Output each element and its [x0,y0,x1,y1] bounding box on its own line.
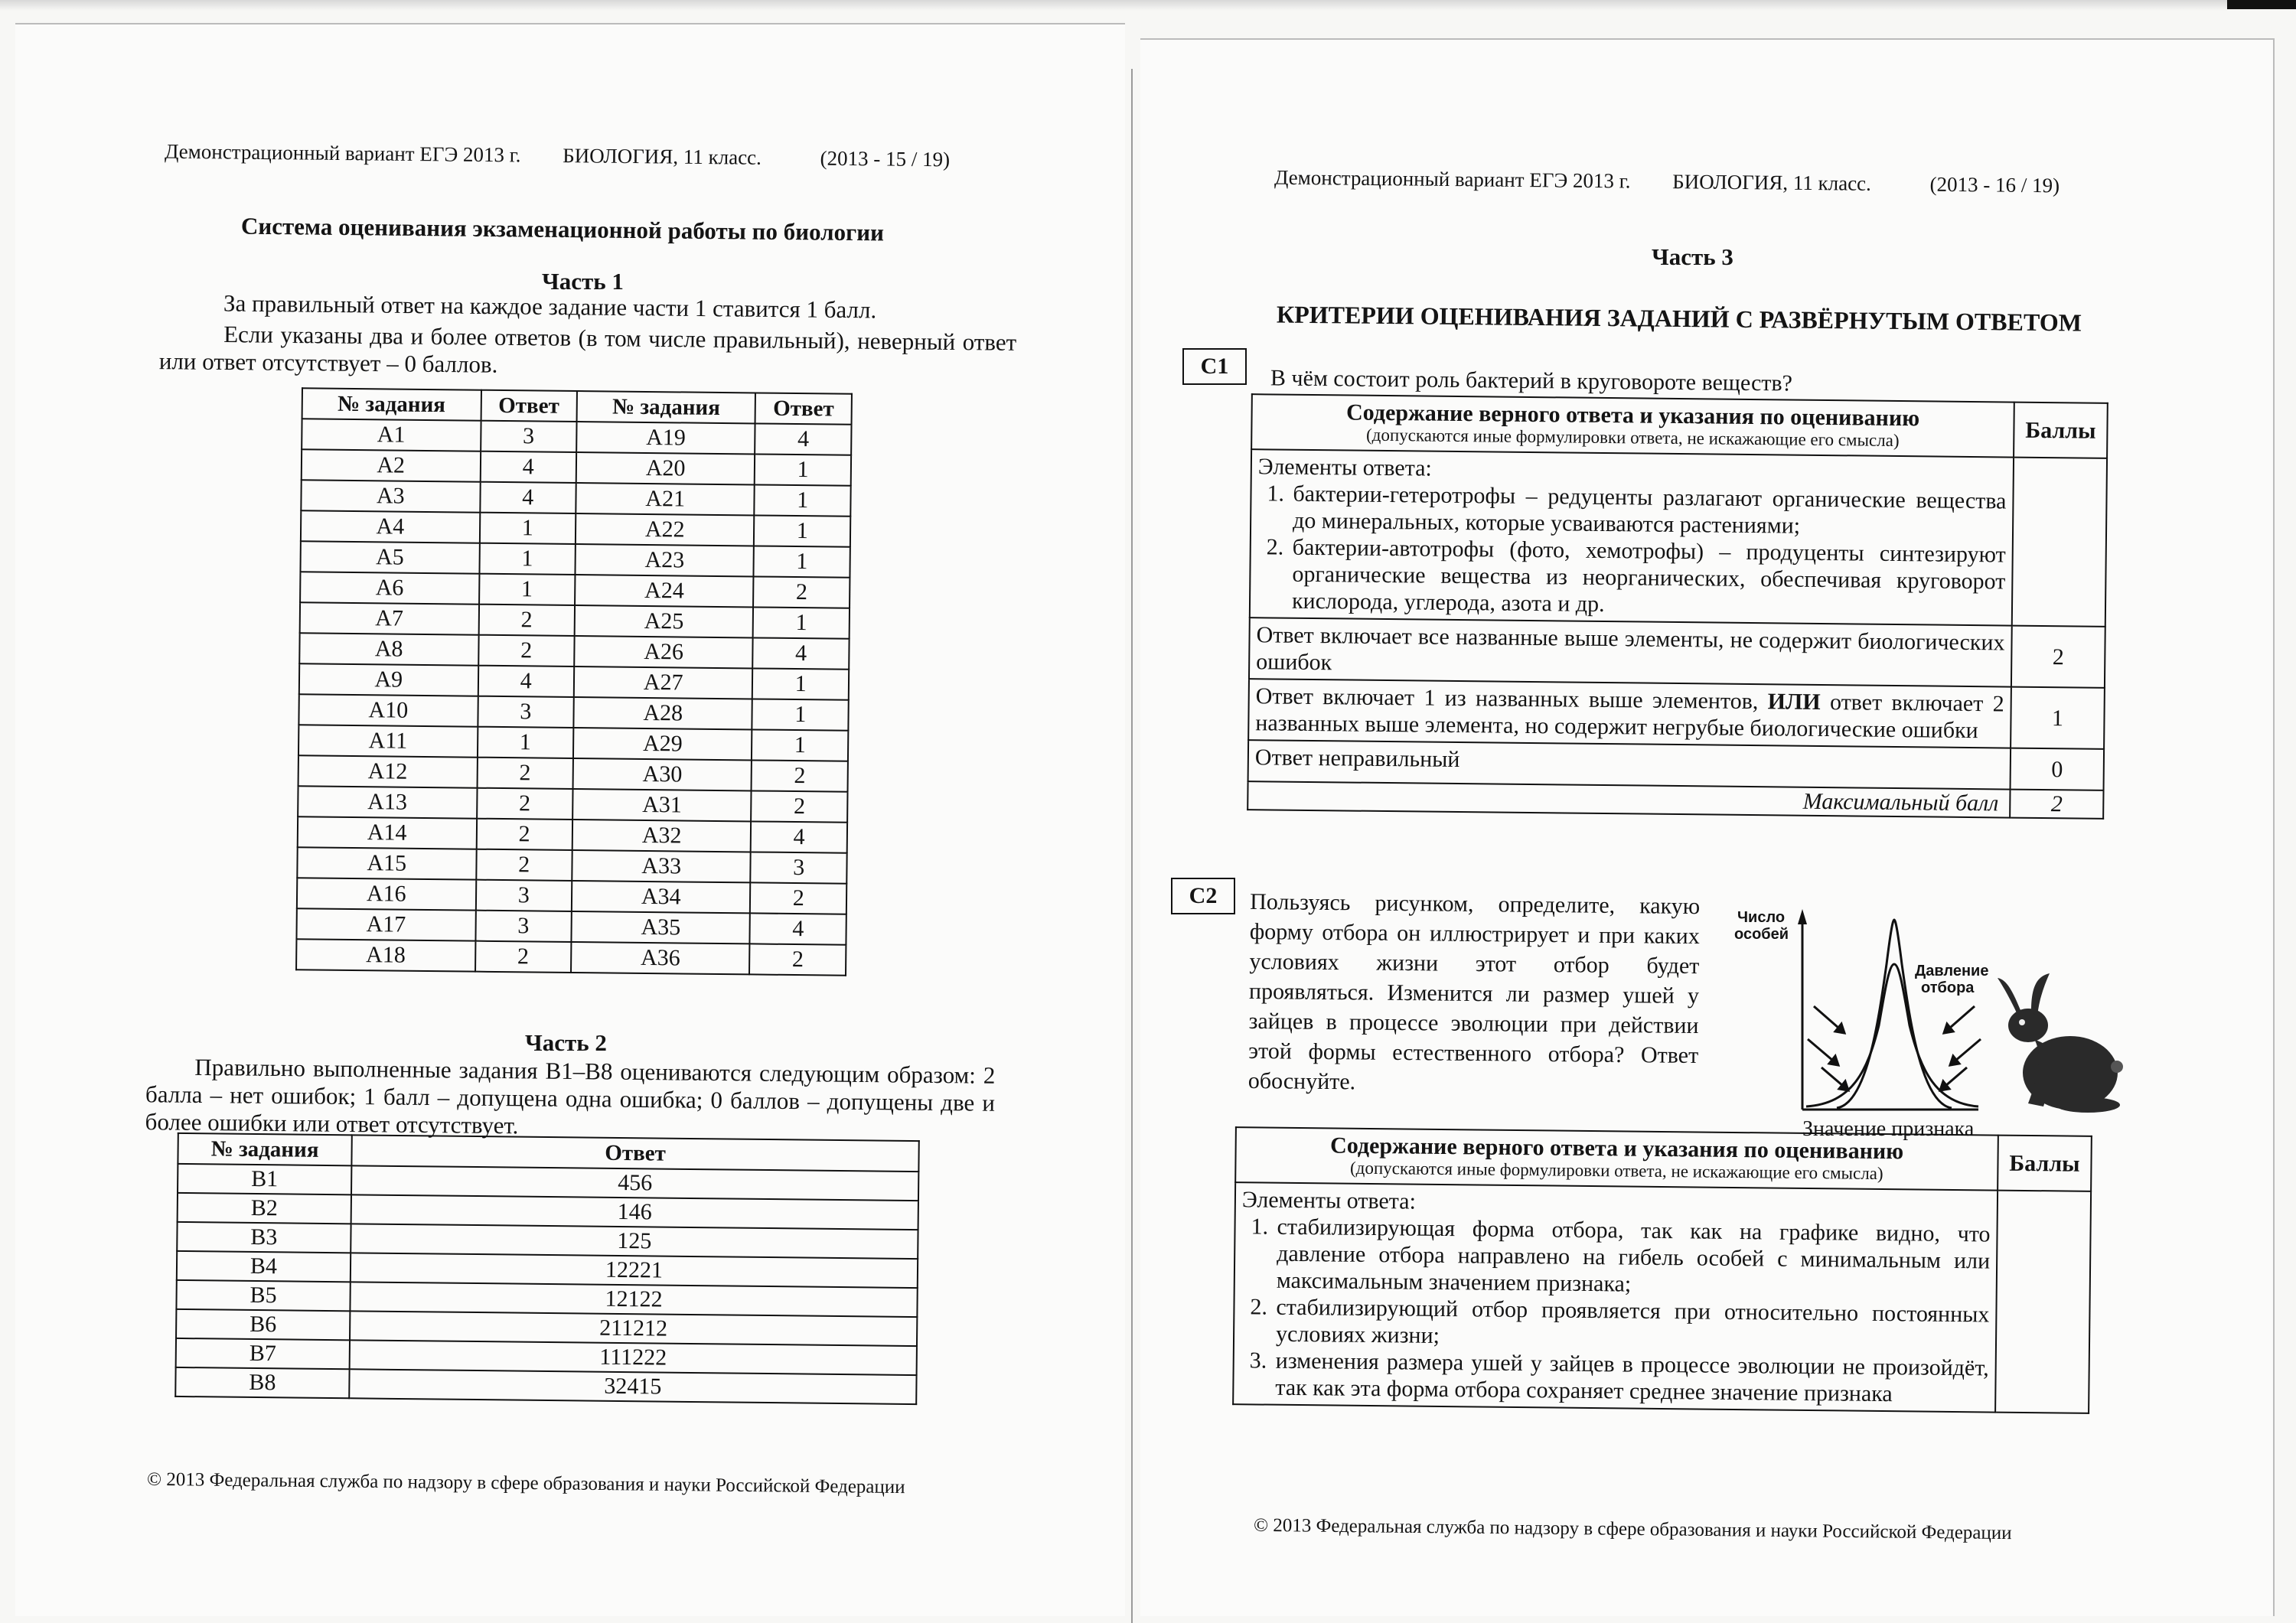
col-task: № задания [302,388,481,420]
task-number-cell: В8 [175,1367,349,1398]
c2-criteria-table [1232,1126,2092,1414]
task-number-cell: А30 [573,758,752,790]
task-number-cell: А12 [298,755,478,787]
task-number-cell: А17 [296,908,475,940]
task-number-cell: А13 [298,786,477,818]
col-answer: Ответ [481,390,577,422]
answer-cell: 1 [754,515,850,546]
task-number-cell: А34 [572,881,751,913]
part2-heading: Часть 2 [525,1029,607,1056]
criterion-row [1249,618,2105,688]
criteria-header-main: Содержание верного ответа и указания по оцениванию [1345,399,1920,432]
task-number-cell: А7 [300,602,479,634]
part2-text: Правильно выполненные задания В1–В8 оцениваются следующим образом: 2 балла – нет ошибок; 1 балл – допущена одна ошибка; 0 баллов – допущены две и более ошибки или ответ отсутствует. [145,1053,996,1139]
answer-element: 2. стабилизирующий отбор проявляется при относительно постоянных условиях жизни; [1273,1294,1990,1355]
right-page-title: КРИТЕРИИ ОЦЕНИВАНИЯ ЗАДАНИЙ С РАЗВЁРНУТЫМ ОТВЕТОМ [1276,300,2082,337]
answer-cell: 2 [476,849,572,881]
figure-ylabel-1: Число [1737,909,1786,926]
criterion-text [1248,679,2011,748]
answer-cell: 4 [750,913,846,944]
task-number-cell: А15 [297,847,476,879]
answer-element: 1. стабилизирующая форма отбора, так как на графике видно, что давление отбора направлено на гибель особей с минимальным или максимальным значением признака; [1274,1214,1991,1302]
y-axis-arrow [1798,909,1807,924]
task-number-cell: А5 [300,541,479,573]
figure-pressure-label-1: Давление [1915,963,1989,979]
answer-cell: 2 [752,790,848,822]
task-number-cell: А2 [302,449,481,481]
answer-element: 1. бактерии-гетеротрофы – редуценты разлагают органические вещества до минеральных, которые усваиваются растениями; [1290,481,2007,542]
task-number-cell: А32 [572,820,752,852]
scan-corner-mark [2227,0,2296,9]
task-number-cell: В7 [176,1338,350,1369]
part1-answers-table [295,387,853,976]
answer-cell: 1 [753,607,850,638]
criterion-points: 1 [2011,687,2105,749]
task-number-cell: А26 [574,636,753,668]
answer-cell: 4 [751,821,847,852]
answer-elements [1233,1182,1998,1412]
task-number-cell: А16 [297,878,476,910]
criteria-content-header [1251,394,2014,457]
criterion-points: 0 [2011,748,2105,790]
task-number-cell: В4 [177,1251,351,1282]
answer-cell: 111222 [350,1340,917,1375]
answer-cell: 1 [752,729,848,761]
task-number-cell: А19 [576,422,755,454]
col-task: № задания [178,1133,351,1165]
c1-criteria-table [1247,393,2108,820]
stabilizing-selection-figure [1722,903,2135,1148]
max-score-label: Максимальный балл [1247,781,2010,817]
part1-line2: Если указаны два и более ответов (в том числе правильный), неверный ответ или ответ отсутствует – 0 баллов. [158,321,1017,378]
answer-cell: 3 [481,421,577,452]
criteria-header-row [1251,394,2108,458]
task-number-cell: А14 [298,816,477,849]
answer-cell: 2 [475,941,572,973]
answer-cell: 3 [751,852,847,883]
answer-cell: 1 [755,484,851,516]
answer-cell: 1 [752,668,849,699]
answer-cell: 211212 [350,1311,917,1346]
task-number-cell: В6 [176,1309,350,1340]
points-cell-empty [2012,458,2107,627]
answer-cell: 3 [475,880,572,911]
task-number-cell: А8 [299,633,478,665]
task-number-cell: А1 [302,419,481,451]
answer-elements-row [1233,1182,2091,1413]
answer-cell: 3 [475,911,572,942]
answer-cell: 2 [754,576,850,608]
task-number-cell: А31 [572,789,752,821]
table-row [296,939,846,976]
answer-cell: 4 [755,423,852,455]
task-c2-question: Пользуясь рисунком, определите, какую форму отбора он иллюстрирует и при каких условиях жизни этот отбор будет проявляться. Изменится ли размер ушей у зайцев в процессе эволюции при действии этой формы естественного отбора? Ответ обоснуйте. [1247,888,1701,1095]
part2-answers-table [174,1133,920,1405]
task-number-cell: А28 [573,697,752,729]
task-c2-label: С2 [1171,878,1235,914]
task-number-cell: А23 [575,544,754,576]
task-number-cell: В5 [176,1280,350,1311]
criterion-row [1248,679,2105,749]
selection-pressure-arrows-left [1808,1006,1848,1090]
task-number-cell: А6 [300,572,479,604]
answer-element: 3. изменения размера ушей у зайцев в процессе эволюции не произойдёт, так как эта форма отбора сохраняет среднее значение признака [1272,1348,1989,1409]
page-fold [1131,69,1133,1623]
answer-cell: 1 [479,574,576,605]
answer-cell: 2 [476,819,572,850]
criteria-points-header: Баллы [1998,1136,2092,1191]
right-page-footer: © 2013 Федеральная служба по надзору в сфере образования и науки Российской Федерации [1253,1514,2012,1544]
task-number-cell: А4 [301,510,480,543]
task-number-cell: А20 [576,452,755,484]
task-number-cell: В3 [177,1222,351,1253]
task-number-cell: А9 [299,663,478,696]
answer-cell: 2 [478,635,575,666]
max-score-value: 2 [2010,790,2103,819]
figure-pressure-label-2: отбора [1921,979,1975,996]
col-answer: Ответ [351,1135,918,1172]
col-task: № задания [577,391,756,423]
answer-cell: 456 [351,1165,918,1201]
answer-cell: 146 [351,1194,918,1230]
answer-cell: 32415 [349,1369,916,1404]
part1-line1: За правильный ответ на каждое задание части 1 ставится 1 балл. [223,289,877,324]
header-page-number: (2013 - 16 / 19) [1929,172,2060,197]
answer-cell: 3 [478,696,574,728]
figure-ylabel-2: особей [1734,926,1789,943]
header-exam: Демонстрационный вариант ЕГЭ 2013 г. [1274,165,1631,193]
answer-cell: 1 [479,543,576,575]
task-c1-label: С1 [1182,348,1247,385]
answer-cell: 4 [480,482,576,513]
task-number-cell: В1 [178,1164,351,1194]
elements-label: Элементы ответа: [1257,454,1433,481]
scan-edge [0,0,2296,11]
part3-heading: Часть 3 [1652,243,1733,270]
header-page-number: (2013 - 15 / 19) [820,146,951,171]
answer-cell: 12221 [351,1253,918,1288]
criterion-points: 2 [2011,626,2105,688]
criteria-content-header [1235,1127,1998,1190]
task-number-cell: А3 [301,480,480,512]
left-page-footer: © 2013 Федеральная служба по надзору в сфере образования и науки Российской Федерации [146,1468,905,1498]
distribution-curve-narrow [1837,920,1952,1108]
task-number-cell: А10 [298,694,478,726]
task-number-cell: А24 [575,575,754,607]
criterion-text: Ответ неправильный [1248,740,2011,789]
criterion-text-part: Ответ включает 1 из названных выше элементов, [1255,683,1759,715]
answer-cell: 2 [750,882,846,914]
criteria-header-sub: (допускаются иные формулировки ответа, не искажающие его смысла) [1349,1158,1883,1184]
task-number-cell: А25 [575,605,754,637]
header-subject: БИОЛОГИЯ, 11 класс. [563,144,762,169]
figure-xlabel: Значение признака [1802,1117,1975,1141]
answer-cell: 12122 [350,1282,917,1317]
answer-cell: 2 [752,760,848,791]
criteria-points-header: Баллы [2014,402,2108,458]
criteria-header-row [1235,1127,2092,1191]
task-number-cell: А21 [576,483,755,515]
answer-cell: 125 [351,1224,918,1259]
hare-icon [1998,973,2123,1113]
answer-cell: 1 [754,546,850,577]
selection-pressure-arrows-right [1940,1006,1981,1090]
answer-cell: 4 [480,451,576,483]
answer-elements [1250,449,2014,625]
answer-cell: 1 [755,454,851,485]
task-number-cell: А11 [298,725,478,757]
answer-cell: 1 [752,699,849,730]
answer-cell: 1 [477,727,573,758]
points-cell-empty [1995,1191,2091,1413]
answer-cell: 4 [478,666,574,697]
criteria-header-sub: (допускаются иные формулировки ответа, не искажающие его смысла) [1365,425,1900,451]
answer-cell: 2 [477,758,573,789]
task-c1-question: В чём состоит роль бактерий в круговороте веществ? [1270,365,1793,396]
answer-cell: 2 [477,788,573,820]
header-exam: Демонстрационный вариант ЕГЭ 2013 г. [164,139,521,167]
criterion-text-or: ИЛИ [1767,689,1821,715]
criteria-header-main: Содержание верного ответа и указания по оцениванию [1329,1133,1904,1165]
answer-cell: 2 [478,605,575,636]
elements-label: Элементы ответа: [1241,1187,1417,1214]
header-subject: БИОЛОГИЯ, 11 класс. [1672,170,1872,195]
task-number-cell: А22 [576,513,755,546]
task-number-cell: В2 [178,1193,351,1224]
part1-heading: Часть 1 [542,268,624,295]
col-answer: Ответ [755,393,852,424]
task-number-cell: А18 [296,939,475,971]
criterion-text: Ответ включает все названные выше элементы, не содержит биологических ошибок [1249,618,2012,686]
answer-cell: 1 [479,513,576,544]
answer-cell: 4 [753,637,850,669]
criterion-text-part: ответ включает 2 названных выше элемента, но содержит негрубые биологические ошибки [1255,689,2004,744]
task-number-cell: А35 [571,911,750,943]
answer-element: 2. бактерии-автотрофы (фото, хемотрофы) – продуценты синтезируют органические вещества из неорганических, обеспечивая круговорот кислорода, углерода, азота и др. [1289,534,2006,622]
answer-elements-row [1250,449,2107,627]
left-page-title: Система оценивания экзаменационной работы по биологии [240,212,885,246]
answer-cell: 2 [749,943,846,975]
task-number-cell: А33 [572,850,751,882]
task-number-cell: А36 [571,942,750,974]
task-number-cell: А27 [574,666,753,699]
task-number-cell: А29 [573,728,752,760]
